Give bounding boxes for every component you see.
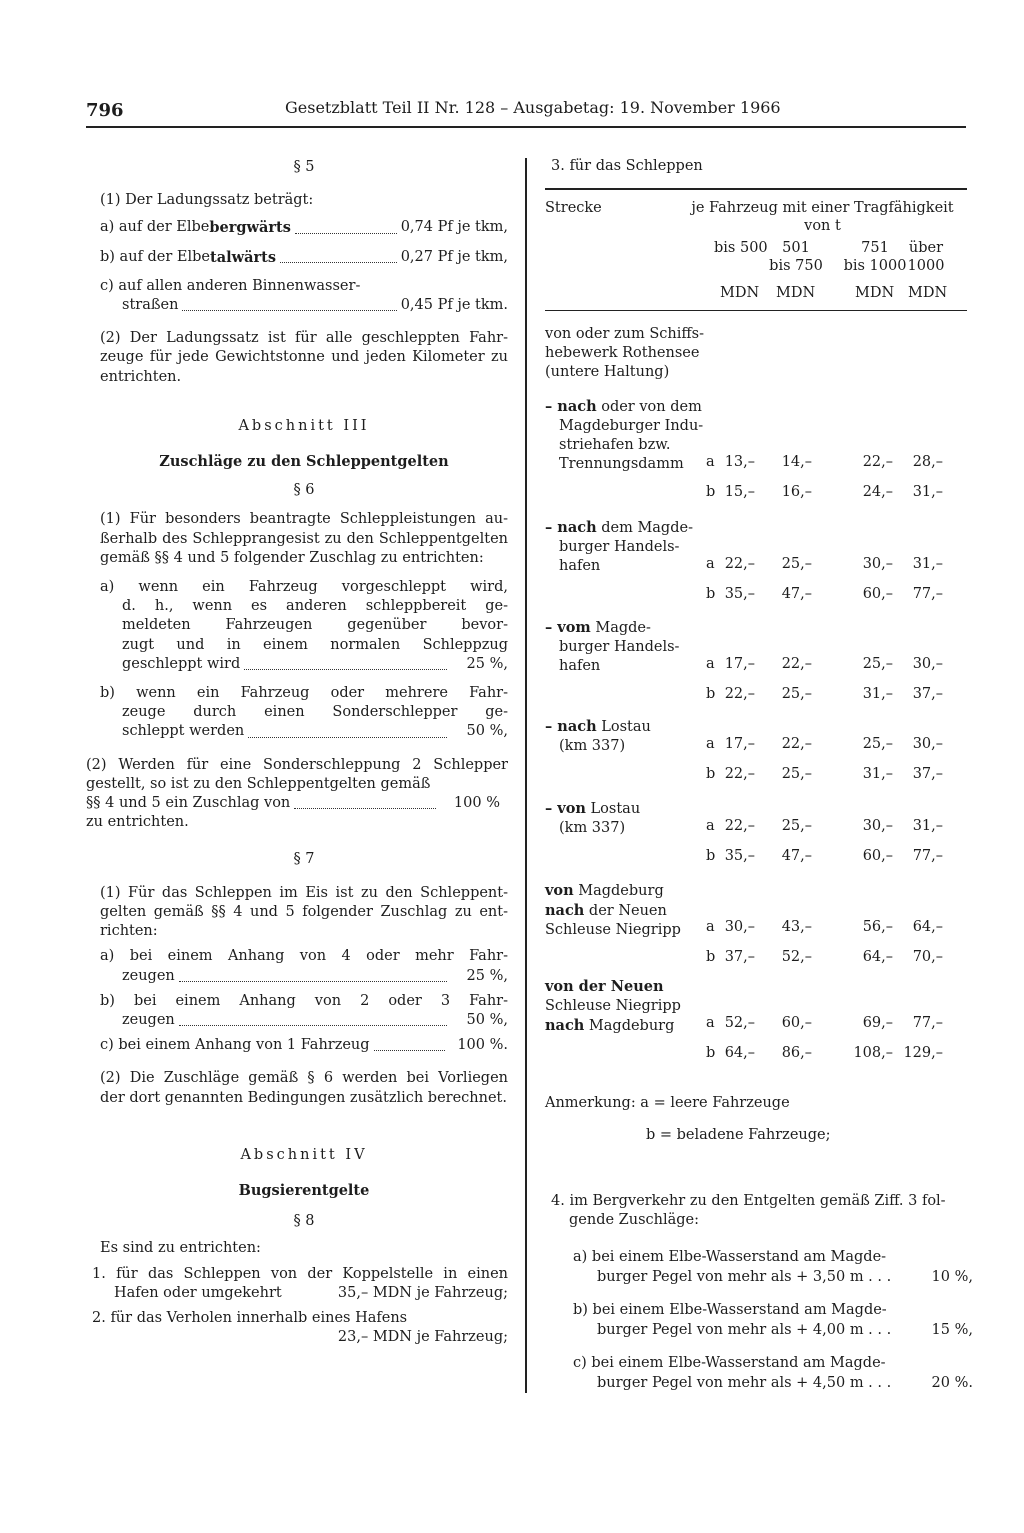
route-label: – nach oder von dem Magdeburger Indu- striehafen bzw. Trennungsdamm (545, 398, 704, 472)
unit-label: MDN (720, 285, 760, 301)
table-cell: 30,– (862, 556, 893, 572)
list-item: 4. im Bergverkehr zu den Entgelten gemäß Ziff. 3 fol- (551, 1193, 946, 1209)
route-label: – nach Lostau (km 337) (545, 718, 651, 754)
section-heading: § 8 (293, 1213, 315, 1230)
table-cell: 60,– (862, 586, 893, 602)
list-item: c) bei einem Anhang von 1 Fahrzeug 100 %. (100, 1037, 508, 1054)
route-label: von Magdeburg nach der Neuen Schleuse Niegripp (545, 882, 681, 938)
table-cell: 60,– (862, 848, 893, 864)
table-cell: 56,– (862, 919, 893, 935)
list-item: a) wenn ein Fahrzeug vorgeschleppt wird, d. h., wenn es anderen schleppbereit ge- meldeten Fahrzeugen gegenüber bevor- zugt und in einem normalen Schleppzug geschleppt wird 25 %, (100, 579, 508, 672)
table-cell: 15,– (724, 484, 755, 500)
table-cell: 129,– (903, 1045, 943, 1061)
table-group-label: von oder zum Schiffs- hebewerk Rothensee (untere Haltung) (545, 326, 705, 380)
row-variant-label: b (706, 586, 716, 602)
table-cell: 25,– (781, 766, 812, 782)
table-cell: 31,– (912, 818, 943, 834)
unit-label: MDN (776, 285, 816, 301)
paragraph: (2) Werden für eine Sonderschleppung 2 Schlepper gestellt, so ist zu den Schleppentgelten gemäß §§ 4 und 5 ein Zuschlag von 100 % zu entrichten. (86, 756, 508, 831)
paragraph: (1) Für besonders beantragte Schleppleistungen au- ßerhalb des Schlepprangesist zu den Schleppentgelten gemäß §§ 4 und 5 folgender Zuschlag zu entrichten: (100, 511, 508, 566)
table-cell: 60,– (781, 1015, 812, 1031)
table-cell: 28,– (912, 454, 943, 470)
table-cell: 35,– (724, 848, 755, 864)
route-label: – nach dem Magde- burger Handels- hafen (545, 519, 693, 574)
table-cell: 22,– (781, 656, 812, 672)
route-label: von der Neuen Schleuse Niegripp nach Magdeburg (545, 978, 681, 1034)
section-label: Abschnitt III (238, 417, 370, 434)
note: Anmerkung: a = leere Fahrzeuge (545, 1095, 790, 1111)
table-cell: 16,– (781, 484, 812, 500)
column-divider (525, 158, 527, 1393)
section-title: Bugsierentgelte (238, 1181, 370, 1199)
table-header: je Fahrzeug mit einer Tragfähigkeit (691, 200, 954, 216)
row-variant-label: b (706, 484, 716, 500)
table-header-rule (545, 310, 967, 311)
paragraph: (1) Für das Schleppen im Eis ist zu den Schleppent- gelten gemäß §§ 4 und 5 folgender Zuschlag zu ent- richten: (100, 884, 508, 940)
header-rule (86, 126, 966, 128)
list-item: a) auf der Elbe bergwärts 0,74 Pf je tkm, (100, 219, 508, 237)
table-header: bis 500 (714, 240, 768, 256)
table-cell: 22,– (724, 766, 755, 782)
table-cell: 31,– (862, 766, 893, 782)
table-header: bis 1000 (843, 258, 907, 274)
row-variant-label: b (706, 848, 716, 864)
list-item: straßen 0,45 Pf je tkm. (122, 297, 508, 314)
list-item: c) bei einem Elbe-Wasserstand am Magde- burger Pegel von mehr als + 4,50 m . . . 20 %. (573, 1355, 973, 1391)
table-cell: 25,– (781, 686, 812, 702)
list-item: 3. für das Schleppen (551, 158, 703, 174)
table-cell: 30,– (724, 919, 755, 935)
table-cell: 25,– (781, 556, 812, 572)
table-cell: 25,– (862, 656, 893, 672)
paragraph: (2) Die Zuschläge gemäß § 6 werden bei Vorliegen der dort genannten Bedingungen zusätzlich berechnet. (100, 1070, 508, 1106)
table-cell: 47,– (781, 848, 812, 864)
list-item: gende Zuschläge: (569, 1212, 700, 1228)
row-variant-label: b (706, 686, 716, 702)
left-column (86, 158, 508, 1347)
table-cell: 77,– (912, 586, 943, 602)
route-label: – vom Magde- burger Handels- hafen (545, 619, 680, 674)
section-title: Zuschläge zu den Schleppentgelten (159, 453, 449, 471)
table-cell: 17,– (724, 736, 755, 752)
list-item: 2. für das Verholen innerhalb eines Hafens 23,– MDN je Fahrzeug; (92, 1309, 508, 1346)
table-cell: 22,– (724, 686, 755, 702)
table-cell: 77,– (912, 848, 943, 864)
table-header: 1000 (907, 258, 945, 274)
table-cell: 43,– (781, 919, 812, 935)
table-cell: 37,– (724, 949, 755, 965)
table-cell: 31,– (862, 686, 893, 702)
list-item: c) auf allen anderen Binnenwasser- (100, 277, 361, 294)
table-cell: 30,– (862, 818, 893, 834)
table-cell: 31,– (912, 484, 943, 500)
table-cell: 31,– (912, 556, 943, 572)
row-variant-label: a (706, 736, 715, 752)
table-cell: 37,– (912, 686, 943, 702)
table-cell: 64,– (724, 1045, 755, 1061)
section-heading: § 5 (293, 159, 315, 175)
list-item: 1. für das Schleppen von der Koppelstelle in einen Hafen oder umgekehrt 35,– MDN je Fahrzeug; (92, 1265, 508, 1301)
sub-list (573, 1248, 973, 1393)
paragraph: (2) Der Ladungssatz ist für alle geschleppten Fahr- zeuge für jede Gewichtstonne und jeden Kilometer zu entrichten. (100, 330, 508, 385)
table-cell: 37,– (912, 766, 943, 782)
table-cell: 30,– (912, 736, 943, 752)
route-label: – von Lostau (km 337) (545, 800, 641, 836)
table-cell: 35,– (724, 586, 755, 602)
section-heading: § 6 (293, 482, 315, 499)
table-cell: 22,– (862, 454, 893, 470)
list-item: a) bei einem Anhang von 4 oder mehr Fahr- zeugen 25 %, (100, 948, 508, 984)
table-cell: 14,– (781, 454, 812, 470)
table-cell: 25,– (862, 736, 893, 752)
unit-label: MDN (855, 285, 895, 301)
table-header: 751 (861, 240, 889, 256)
table-header: von t (804, 218, 841, 234)
row-variant-label: a (706, 1015, 715, 1031)
paragraph: (1) Der Ladungssatz beträgt: (100, 192, 314, 209)
table-cell: 22,– (724, 818, 755, 834)
row-variant-label: b (706, 766, 716, 782)
table-cell: 70,– (912, 949, 943, 965)
list-item: b) wenn ein Fahrzeug oder mehrere Fahr- zeuge durch einen Sonderschlepper ge- schleppt werden 50 %, (100, 685, 508, 740)
list-item: b) bei einem Elbe-Wasserstand am Magde- burger Pegel von mehr als + 4,00 m . . . 15 %, (573, 1302, 973, 1338)
table-header: Strecke (545, 200, 602, 216)
table-cell: 13,– (724, 454, 755, 470)
list-item: a) bei einem Elbe-Wasserstand am Magde- burger Pegel von mehr als + 3,50 m . . . 10 %, (573, 1249, 973, 1285)
table-cell: 69,– (862, 1015, 893, 1031)
list-item: b) bei einem Anhang von 2 oder 3 Fahr- zeugen 50 %, (100, 992, 508, 1028)
table-cell: 52,– (781, 949, 812, 965)
row-variant-label: a (706, 656, 715, 672)
section-heading: § 7 (293, 851, 315, 868)
paragraph: Es sind zu entrichten: (100, 1240, 261, 1257)
table-cell: 24,– (862, 484, 893, 500)
table-cell: 108,– (853, 1045, 893, 1061)
table-header: über (908, 240, 944, 256)
table-cell: 22,– (724, 556, 755, 572)
row-variant-label: b (706, 949, 716, 965)
table-cell: 22,– (781, 736, 812, 752)
list-item: b) auf der Elbe talwärts 0,27 Pf je tkm, (100, 248, 508, 266)
table-top-rule (545, 188, 967, 190)
table-cell: 47,– (781, 586, 812, 602)
row-variant-label: a (706, 919, 715, 935)
table-cell: 64,– (912, 919, 943, 935)
table-cell: 86,– (781, 1045, 812, 1061)
row-variant-label: a (706, 454, 715, 470)
row-variant-label: a (706, 556, 715, 572)
table-cell: 64,– (862, 949, 893, 965)
table-cell: 17,– (724, 656, 755, 672)
table-cell: 30,– (912, 656, 943, 672)
table-cell: 77,– (912, 1015, 943, 1031)
row-variant-label: b (706, 1045, 716, 1061)
section-label: Abschnitt IV (240, 1146, 368, 1163)
page-number: 796 (86, 100, 124, 121)
row-variant-label: a (706, 818, 715, 834)
note: b = beladene Fahrzeuge; (646, 1127, 831, 1143)
table-cell: 52,– (724, 1015, 755, 1031)
table-header: bis 750 (769, 258, 823, 274)
table-header: 501 (782, 240, 810, 256)
unit-label: MDN (908, 285, 948, 301)
page-header-title: Gesetzblatt Teil II Nr. 128 – Ausgabetag: 19. November 1966 (285, 98, 781, 117)
table-cell: 25,– (781, 818, 812, 834)
